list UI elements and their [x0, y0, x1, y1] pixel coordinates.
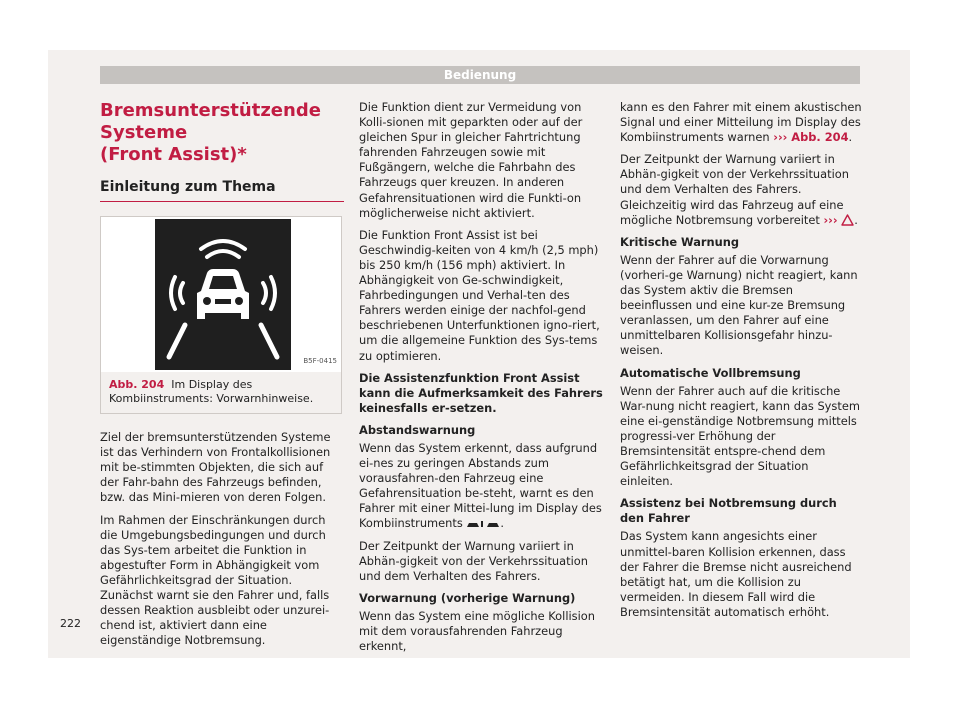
paragraph-end: .: [500, 516, 505, 531]
column-3: [620, 100, 864, 627]
paragraph: Die Funktion Front Assist ist bei Geschwindig-keiten von 4 km/h (2,5 mph) bis 250 km/h (156 mph) aktiviert. In Abhängigkeit von Ge-schwindigkeit, Fahrbedingungen und Verhal-ten des Fahrers werden einige der nachfol-gend beschriebenen Unterfunktionen igno-riert, um die allgemeine Funktion des Sys-tems zu optimieren.: [359, 227, 600, 363]
paragraph-text: kann es den Fahrer mit einem akustischen Signal und einer Mitteilung im Display des Kombiinstruments warnen: [620, 100, 862, 145]
section-title-line2: (Front Assist)*: [100, 144, 247, 165]
distance-warning-icon: [466, 519, 500, 529]
paragraph: Im Rahmen der Einschränkungen durch die Umgebungsbedingungen und durch das Sys-tem arbeitet die Funktion in abgestufter Form in Abhängigkeit vom Gefährlichkeitsgrad der Situation. Zunächst warnt sie den Fahrer und, falls dessen Reaktion ausbleibt oder unzurei-chend ist, aktiviert dann eine eigenständige Notbremsung.: [100, 512, 330, 648]
figure-image: [101, 217, 341, 372]
paragraph: Wenn der Fahrer auf die Vorwarnung (vorheri-ge Warnung) nicht reagiert, kann das System aktiv die Bremsen beeinflussen und eine kur-ze Bremsung veranlassen, um den Fahrer auf eine unmittelbaren Kollisionsgefahr hinzu-weisen.: [620, 252, 858, 358]
column-2: [359, 100, 603, 661]
heading-assistenz-notbremsung: Assistenz bei Notbremsung durch den Fahrer: [620, 496, 837, 526]
warning-reference-link[interactable]: ›››: [823, 212, 838, 227]
bold-paragraph: Die Assistenzfunktion Front Assist kann die Aufmerksamkeit des Fahrers keinesfalls er-setzen.: [359, 370, 603, 415]
paragraph: [359, 441, 603, 532]
paragraph: Das System kann angesichts einer unmittel-baren Kollision erkennen, dass der Fahrer die Bremse nicht ausreichend betätigt hat, um die Kollision zu vermeiden. In diesem Fall wird die Bremsintensität automatisch erhöht.: [620, 529, 852, 619]
subtitle: Einleitung zum Thema: [100, 180, 344, 202]
figure-204: [100, 216, 342, 414]
paragraph: Wenn das System eine mögliche Kollision mit dem vorausfahrenden Fahrzeug erkennt,: [359, 608, 595, 654]
paragraph: Der Zeitpunkt der Warnung variiert in Abhän-gigkeit von der Verkehrssituation und dem Verhalten des Fahrers.: [359, 538, 588, 583]
header-title: Bedienung: [443, 68, 517, 82]
figure-reference-link[interactable]: ››› Abb. 204: [773, 130, 849, 145]
paragraph: Wenn der Fahrer auch auf die kritische War-nung nicht reagiert, kann das System eine ei-genständige Notbremsung mittels progressi-ver Erhöhung der Bremsintensität entspre-chend dem Gefährlichkeitsgrad der Situation einleiten.: [620, 383, 860, 489]
front-assist-warning-icon: [155, 219, 291, 370]
paragraph: [620, 152, 864, 227]
paragraph: Ziel der bremsunterstützenden Systeme ist das Verhindern von Frontalkollisionen mit be-stimmten Objekten, die sich auf der Fahr-bahn des Fahrzeugs befinden, bzw. das Mini-mieren von deren Folgen.: [100, 430, 331, 505]
figure-label: Abb. 204: [109, 378, 165, 392]
paragraph: Die Funktion dient zur Vermeidung von Kolli-sionen mit geparkten oder auf der gleichen Spur in gleicher Fahrtrichtung fahrenden Fahrzeugen sowie mit Fußgängern, welche die Fahrbahn des Fahrzeugs quer kreuzen. In anderen Gefahrensituationen wird die Funkti-on möglicherweise nicht aktiviert.: [359, 100, 583, 220]
heading-abstandswarnung: Abstandswarnung: [359, 422, 476, 437]
paragraph-end: .: [848, 130, 853, 145]
paragraph-text: Wenn das System erkennt, dass aufgrund ei-nes zu geringen Abstands zum vorausfahren-den Fahrzeug eine Gefahrensituation be-steht, warnt es den Fahrer mit einer Mittei-lung im Display des Kombiinstruments: [359, 440, 602, 531]
instrument-display: [155, 219, 291, 370]
heading-automatische-vollbremsung: Automatische Vollbremsung: [620, 365, 801, 380]
figure-caption-text: Im Display des Kombiinstruments: Vorwarnhinweise.: [109, 378, 314, 406]
figure-caption: [101, 372, 341, 413]
heading-kritische-warnung: Kritische Warnung: [620, 234, 739, 249]
paragraph: [620, 100, 864, 145]
figure-code: B5F-0415: [303, 357, 337, 365]
section-title: [100, 100, 344, 166]
warning-triangle-icon: [841, 214, 854, 226]
section-title-line1: Bremsunterstützende Systeme: [100, 100, 321, 143]
paragraph-text: Der Zeitpunkt der Warnung variiert in Abhän-gigkeit von der Verkehrssituation und dem Verhalten des Fahrers. Gleichzeitig wird das Fahrzeug auf eine mögliche Notbremsung vorbereitet: [620, 152, 849, 227]
paragraph-end: .: [854, 212, 858, 227]
page-number: 222: [60, 617, 81, 630]
column-1: [100, 100, 344, 655]
heading-vorwarnung: Vorwarnung (vorherige Warnung): [359, 590, 576, 605]
